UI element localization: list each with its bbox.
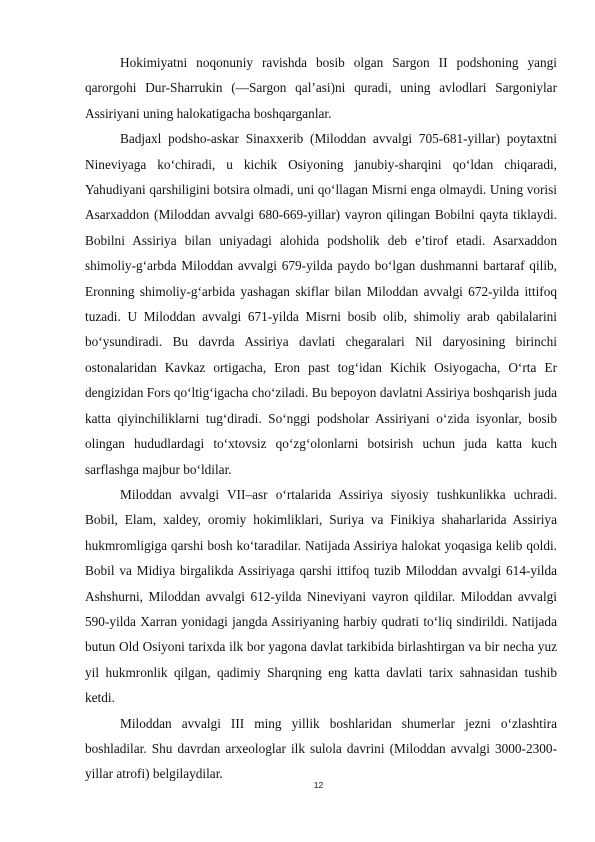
document-body bbox=[85, 50, 557, 787]
paragraph-sargon: Hokimiyatni noqonuniy ravishda bosib olgan Sargon II podshoning yangi qarorgohi Dur-Sharrukin (—Sargon qal’asi)ni quradi, uning avlodlari Sargoniylar Assiriyani uning halokatigacha boshqarganlar. bbox=[85, 55, 557, 121]
paragraph-shumer: Miloddan avvalgi III ming yillik boshlaridan shumerlar jezni o‘zlashtira boshladilar. Shu davrdan arxeologlar ilk sulola davrini (Miloddan avvalgi 3000-2300-yillar atrofi) belgilaydilar. bbox=[85, 715, 557, 782]
paragraph-sinaxxerib: Badjaxl podsho-askar Sinaxxerib (Miloddan avvalgi 705-681-yillar) poytaxtni Nineviyaga ko‘chiradi, u kichik Osiyoning janubiy-sharqini qo‘ldan chiqaradi, Yahudiyani qarshiligini botsira olmadi, uni qo‘llagan Misrni enga olmaydi. Uning vorisi Asarxaddon (Miloddan avvalgi 680-669-yillar) vayron qilingan Bobilni qayta tiklaydi. Bobilni Assiriya bilan uniyadagi alohida podsholik deb e’tirof etadi. Asarxaddon shimoliy-g‘arbda Miloddan avvalgi 679-yilda paydo bo‘lgan dushmanni bartaraf qilib, Eronning shimoliy-g‘arbida yashagan skiflar bilan Miloddan avvalgi 672-yilda ittifoq tuzadi. U Miloddan avvalgi 671-yilda Misrni bosib olib, shimoliy arab qabilalarini bo‘ysundiradi. Bu davrda Assiriya davlati chegaralari Nil daryosining birinchi ostonalaridan Kavkaz ortigacha, Eron past tog‘idan Kichik Osiyogacha, O‘rta Er dengizidan Fors qo‘ltig‘igacha cho‘ziladi. Bu bepoyon davlatni Assiriya boshqarish juda katta qiyinchiliklarni tug‘diradi. So‘nggi podsholar Assiriyani o‘zida isyonlar, bosib olingan hududlardagi to‘xtovsiz qo‘zg‘olonlarni botsirish uchun juda katta kuch sarflashga majbur bo‘ldilar. bbox=[85, 131, 557, 477]
paragraph-decline: Miloddan avvalgi VII–asr o‘rtalarida Assiriya siyosiy tushkunlikka uchradi. Bobil, Elam, xaldey, oromiy hokimliklari, Suriya va Finikiya shaharlarida Assiriya hukmromligiga qarshi bosh ko‘taradilar. Natijada Assiriya halokat yoqasiga kelib qoldi. Bobil va Midiya birgalikda Assiriyaga qarshi ittifoq tuzib Miloddan avvalgi 614-yilda Ashshurni, Miloddan avvalgi 612-yilda Nineviyani vayron qildilar. Miloddan avvalgi 590-yilda Xarran yonidagi jangda Assiriyaning harbiy qudrati to‘liq sindirildi. Natijada butun Old Osiyoni tarixda ilk bor yagona davlat tarkibida birlashtirgan va bir necha yuz yil hukmronlik qilgan, qadimiy Sharqning eng katta davlati tarix sahnasidan tushib ketdi. bbox=[85, 486, 557, 706]
page-number: 12 bbox=[313, 780, 324, 790]
